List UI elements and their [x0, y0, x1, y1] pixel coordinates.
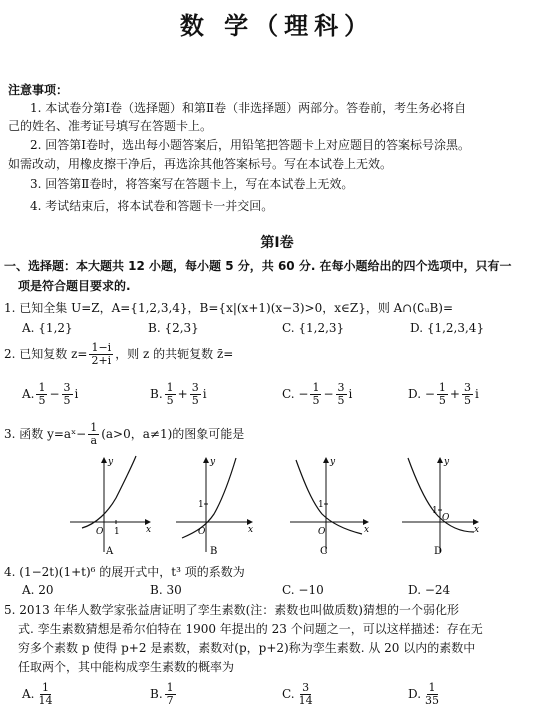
q2-frac-den: 2+i — [91, 354, 112, 367]
q5-a-num: 1 — [41, 681, 49, 694]
q2-d-frac2 — [462, 382, 473, 407]
q2-c-num1: 1 — [312, 381, 320, 394]
q2-b-mid: + — [177, 387, 188, 401]
q2-a-den1: 5 — [38, 394, 46, 407]
q5-b-label: B. — [150, 687, 163, 701]
q2-b-label: B. — [150, 387, 163, 401]
q4-option-a: A. 20 — [22, 583, 54, 597]
graph-d-x-label: x — [474, 525, 480, 535]
q2-a-num1: 1 — [38, 381, 46, 394]
q2-c-num2: 3 — [337, 381, 345, 394]
graph-a-one-label: 1 — [114, 527, 120, 537]
q2-b-den1: 5 — [166, 394, 174, 407]
q5-b-num: 1 — [166, 681, 174, 694]
graph-b — [176, 457, 253, 557]
notice-heading: 注意事项： — [8, 83, 69, 97]
graph-c-origin-label: O — [318, 527, 326, 537]
q1-option-a: A. {1,2} — [22, 321, 73, 335]
q3-stem-post: (a>0，a≠1)的图象可能是 — [101, 427, 245, 441]
q5-line-2: 式. 孪生素数猜想是希尔伯特在 1900 年提出的 23 个问题之一，可以这样描述：存在无 — [18, 622, 483, 636]
q2-frac-num: 1−i — [91, 341, 112, 354]
q5-line-1: 5. 2013 年华人数学家张益唐证明了孪生素数(注：素数也叫做质数)猜想的一个弱化形 — [4, 603, 459, 617]
notice-line-5: 3. 回答第Ⅱ卷时，将答案写在答题卡上，写在本试卷上无效。 — [30, 177, 354, 191]
q5-a-label: A. — [22, 687, 35, 701]
q5-line-3: 穷多个素数 p 使得 p+2 是素数，素数对(p，p+2)称为孪生素数. 从 20 以内的素数中 — [18, 641, 476, 655]
q2-fraction — [89, 342, 113, 367]
graph-d-one-label: 1 — [432, 506, 438, 516]
q2-c-label: C. − — [282, 387, 309, 401]
q5-a-den: 14 — [38, 694, 53, 707]
q2-option-c — [282, 382, 352, 407]
q1-stem: 1. 已知全集 U=Z，A={1,2,3,4}，B={x|(x+1)(x−3)>0，x∈Z}，则 A∩(∁ᵤB)= — [4, 301, 454, 315]
q1-option-b: B. {2,3} — [148, 321, 199, 335]
graph-d-y-label: y — [444, 457, 450, 467]
graph-b-x-label: x — [248, 525, 254, 535]
q2-option-a — [22, 382, 78, 407]
section-title: 第Ⅰ卷 — [260, 235, 294, 251]
q2-stem-post: ，则 z 的共轭复数 z̄= — [115, 347, 234, 361]
q2-b-den2: 5 — [191, 394, 199, 407]
q2-c-den1: 5 — [312, 394, 320, 407]
q5-d-frac — [423, 682, 441, 707]
q3-stem-pre: 3. 函数 y=aˣ− — [4, 427, 87, 441]
q3-graphs — [0, 452, 554, 562]
q2-d-num1: 1 — [438, 381, 446, 394]
q5-c-label: C. — [282, 687, 295, 701]
graph-c-one-label: 1 — [318, 500, 324, 510]
notice-line-4: 如需改动，用橡皮擦干净后，再选涂其他答案标号。写在本试卷上无效。 — [8, 157, 393, 171]
q3-stem — [4, 422, 244, 447]
graph-a-x-label: x — [146, 525, 152, 535]
q2-d-den2: 5 — [463, 394, 471, 407]
q2-a-mid: − — [49, 387, 60, 401]
notice-line-3: 2. 回答第Ⅰ卷时，选出每小题答案后，用铅笔把答题卡上对应题目的答案标号涂黑。 — [30, 138, 471, 152]
q5-option-c — [282, 682, 317, 707]
q2-a-num2: 3 — [63, 381, 71, 394]
graph-c-y-label: y — [330, 457, 336, 467]
q2-c-den2: 5 — [337, 394, 345, 407]
q2-d-label: D. − — [408, 387, 435, 401]
q2-b-num1: 1 — [166, 381, 174, 394]
q4-option-d: D. −24 — [408, 583, 451, 597]
q5-line-4: 任取两个，其中能构成孪生素数的概率为 — [18, 660, 235, 674]
q5-b-frac — [165, 682, 176, 707]
graph-c — [290, 457, 369, 557]
q2-stem-pre: 2. 已知复数 z= — [4, 347, 88, 361]
q2-d-num2: 3 — [463, 381, 471, 394]
q5-d-den: 35 — [425, 694, 440, 707]
q2-d-frac1 — [437, 382, 448, 407]
q2-d-tail: i — [474, 387, 479, 401]
graph-d-curve — [408, 458, 474, 532]
graph-a-y-label: y — [108, 457, 114, 467]
graph-b-one-label: 1 — [198, 500, 204, 510]
q5-c-den: 14 — [298, 694, 313, 707]
q5-a-frac — [36, 682, 54, 707]
q1-option-d: D. {1,2,3,4} — [410, 321, 485, 335]
q2-c-frac1 — [310, 382, 321, 407]
q2-b-frac2 — [190, 382, 201, 407]
graph-b-curve — [182, 458, 236, 538]
q2-a-tail: i — [74, 387, 79, 401]
q2-a-label: A. — [22, 387, 35, 401]
q2-c-tail: i — [348, 387, 353, 401]
q4-stem: 4. (1−2t)(1+t)⁶ 的展开式中，t³ 项的系数为 — [4, 565, 245, 579]
q3-fraction — [88, 422, 99, 447]
q5-d-label: D. — [408, 687, 422, 701]
q2-option-b — [150, 382, 207, 407]
q3-frac-den: a — [90, 434, 97, 447]
q4-option-c: C. −10 — [282, 583, 324, 597]
q5-option-b — [150, 682, 178, 707]
graph-c-label: C — [320, 546, 328, 557]
q2-d-mid: + — [449, 387, 460, 401]
graph-b-origin-label: O — [198, 527, 206, 537]
q2-b-tail: i — [202, 387, 207, 401]
graph-d-origin-label: O — [442, 513, 450, 523]
q2-stem — [4, 342, 233, 367]
q2-b-num2: 3 — [191, 381, 199, 394]
notice-line-6: 4. 考试结束后，将本试卷和答题卡一并交回。 — [30, 199, 274, 213]
q2-c-frac2 — [336, 382, 347, 407]
graph-d-label: D — [434, 546, 443, 557]
graph-a — [70, 456, 151, 557]
q5-d-num: 1 — [428, 681, 436, 694]
q5-c-num: 3 — [302, 681, 310, 694]
q2-a-frac2 — [62, 382, 73, 407]
q1-option-c: C. {1,2,3} — [282, 321, 345, 335]
graph-a-origin-label: O — [96, 527, 104, 537]
q4-option-b: B. 30 — [150, 583, 182, 597]
graph-d — [402, 457, 479, 557]
q5-b-den: 7 — [166, 694, 174, 707]
graph-b-label: B — [210, 546, 218, 557]
graph-c-x-label: x — [364, 525, 370, 535]
graph-a-label: A — [106, 546, 114, 557]
q2-option-d — [408, 382, 479, 407]
q2-b-frac1 — [165, 382, 176, 407]
q3-frac-num: 1 — [90, 421, 98, 434]
q2-a-den2: 5 — [63, 394, 71, 407]
notice-line-2: 己的姓名、准考证号填写在答题卡上。 — [8, 119, 213, 133]
q5-option-a — [22, 682, 56, 707]
q5-option-d — [408, 682, 443, 707]
graph-b-y-label: y — [210, 457, 216, 467]
q2-a-frac1 — [36, 382, 47, 407]
q2-d-den1: 5 — [438, 394, 446, 407]
graph-c-curve — [296, 460, 362, 534]
part-heading-2: 项是符合题目要求的. — [18, 279, 131, 293]
q2-c-mid: − — [323, 387, 334, 401]
part-heading-1: 一、选择题：本大题共 12 小题，每小题 5 分，共 60 分. 在每小题给出的四个选项中，只有一 — [4, 259, 512, 273]
q5-c-frac — [297, 682, 315, 707]
notice-line-1: 1. 本试卷分第Ⅰ卷（选择题）和第Ⅱ卷（非选择题）两部分。答卷前，考生务必将自 — [30, 101, 467, 115]
page-title: 数 学（理科） — [179, 12, 375, 40]
